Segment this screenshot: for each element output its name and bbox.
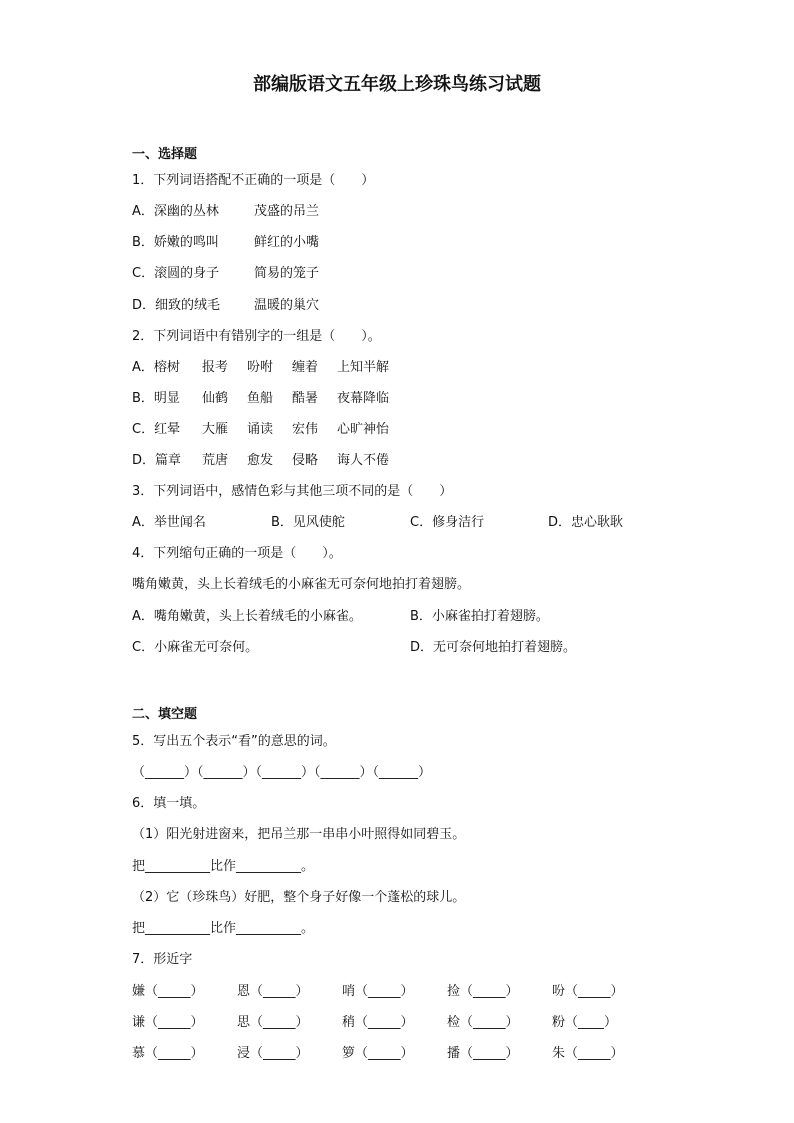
q7-cell: 哨（_____） [342,984,414,999]
q4-option-b: B．小麻雀拍打着翅膀。 [410,609,549,624]
q2-b-w5: 夜幕降临 [337,391,390,406]
q2-b-w1: B．明显 [132,391,180,406]
q7-cell: 稍（_____） [342,1015,414,1030]
q2-c-w2: 大雁 [202,422,229,437]
page-title: 部编版语文五年级上珍珠鸟练习试题 [253,74,541,95]
q7-cell: 捡（_____） [447,984,519,999]
q7-cell: 恩（_____） [237,984,309,999]
q2-d-w2: 荒唐 [202,453,229,468]
q2-d-w4: 侵略 [292,453,319,468]
q2-a-w5: 上知半解 [337,360,390,375]
q7-cell: 浸（_____） [237,1046,309,1061]
q2-b-w2: 仙鹤 [202,391,229,406]
q7-cell: 朱（_____） [552,1046,624,1061]
q1-a-left: A．深幽的丛林 [132,204,219,219]
q2-d-w3: 愈发 [247,453,274,468]
q2-option-c [132,420,390,440]
q4-sentence: 嘴角嫩黄，头上长着绒毛的小麻雀无可奈何地拍打着翅膀。 [132,577,471,592]
q7-cell: 箩（_____） [342,1046,414,1061]
q1-d-left: D．细致的绒毛 [132,298,221,313]
q2-a-w4: 缠着 [292,360,319,375]
question-3-stem: 3．下列词语中，感情色彩与其他三项不同的是（ ） [132,484,453,499]
q7-cell: 嫌（_____） [132,984,204,999]
q7-cell: 思（_____） [237,1015,309,1030]
q1-option-d [132,296,320,316]
q1-option-b [132,233,320,253]
q6-fill-1: 把__________比作__________。 [132,859,315,874]
question-2-stem: 2．下列词语中有错别字的一组是（ ）。 [132,329,381,344]
q3-option-b: B．见风使舵 [271,515,345,530]
q5-blanks: （______）（______）（______）（______）（______） [132,765,432,780]
q2-option-b [132,389,390,409]
q1-b-left: B．娇嫩的鸣叫 [132,235,219,250]
q2-b-w4: 酷暑 [292,391,319,406]
q2-d-w1: D．篇章 [132,453,182,468]
q2-c-w4: 宏伟 [292,422,319,437]
question-5-stem: 5．写出五个表示“看”的意思的词。 [132,734,336,749]
q2-b-w3: 鱼船 [247,391,274,406]
q4-option-c: C．小麻雀无可奈何。 [132,640,259,655]
q6-sentence-2: （2）它（珍珠鸟）好肥，整个身子好像一个蓬松的球儿。 [132,890,466,905]
q4-option-a: A．嘴角嫩黄，头上长着绒毛的小麻雀。 [132,609,362,624]
q1-option-c [132,264,320,284]
q6-sentence-1: （1）阳光射进窗来，把吊兰那一串串小叶照得如同碧玉。 [132,827,466,842]
q2-c-w1: C．红晕 [132,422,181,437]
q2-c-w5: 心旷神怡 [337,422,390,437]
section-heading-choice: 一、选择题 [132,147,198,162]
q7-cell: 慕（_____） [132,1046,204,1061]
question-7-stem: 7．形近字 [132,952,193,967]
q4-option-d: D．无可奈何地拍打着翅膀。 [410,640,577,655]
q7-cell: 播（_____） [447,1046,519,1061]
section-heading-fill: 二、填空题 [132,707,198,722]
q2-option-d [132,451,390,471]
q1-c-right: 简易的笼子 [254,266,320,281]
q7-cell: 谦（_____） [132,1015,204,1030]
q1-b-right: 鲜红的小嘴 [254,235,320,250]
q1-d-right: 温暖的巢穴 [254,298,320,313]
q2-a-w2: 报考 [202,360,229,375]
q7-cell: 吩（_____） [552,984,624,999]
q1-option-a [132,202,320,222]
q2-option-a [132,358,390,378]
question-1-stem: 1．下列词语搭配不正确的一项是（ ） [132,173,375,188]
q7-cell: 粉（____） [552,1015,618,1030]
q3-option-a: A．举世闻名 [132,515,206,530]
q2-a-w1: A．榕树 [132,360,180,375]
q7-cell: 检（_____） [447,1015,519,1030]
q2-a-w3: 吩咐 [247,360,274,375]
q1-a-right: 茂盛的吊兰 [254,204,320,219]
q3-option-d: D．忠心耿耿 [548,515,624,530]
q1-c-left: C．滚圆的身子 [132,266,220,281]
question-6-stem: 6．填一填。 [132,796,206,811]
q2-c-w3: 诵读 [247,422,274,437]
q3-option-c: C．修身洁行 [410,515,485,530]
question-4-stem: 4．下列缩句正确的一项是（ ）。 [132,546,342,561]
q6-fill-2: 把__________比作__________。 [132,921,315,936]
q2-d-w5: 诲人不倦 [337,453,390,468]
